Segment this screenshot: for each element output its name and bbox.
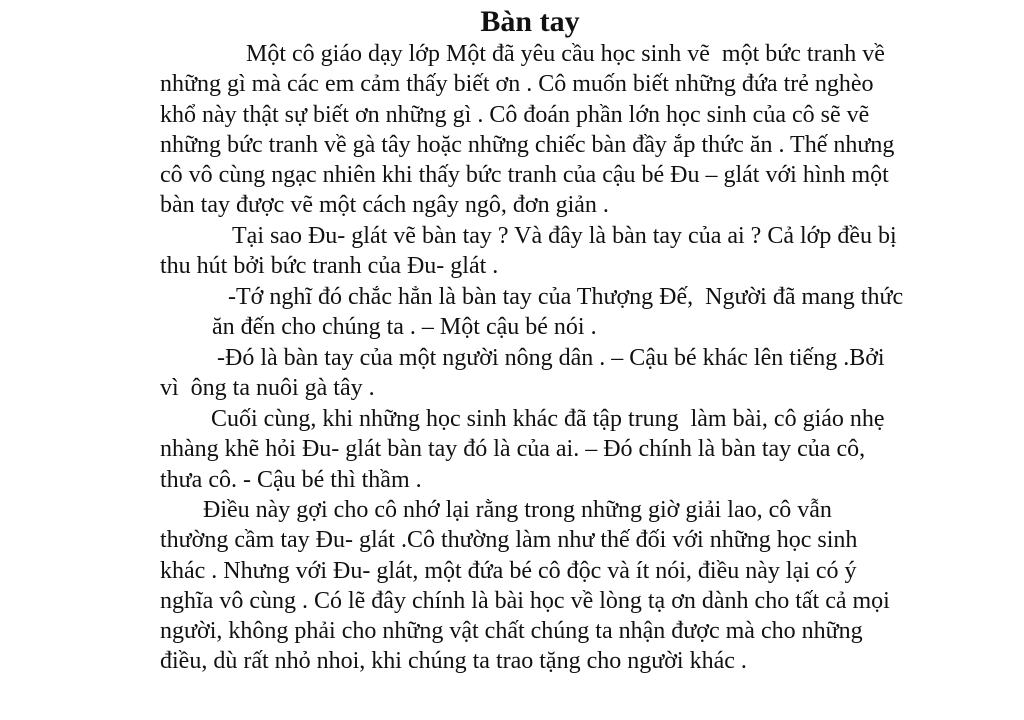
paragraph-3 [212, 282, 903, 343]
paragraph-6 [160, 495, 890, 677]
text-line: -Tớ nghĩ đó chắc hẳn là bàn tay của Thượng Đế, Người đã mang thức [228, 284, 904, 310]
text-line: điều, dù rất nhỏ nhoi, khi chúng ta trao tặng cho người khác . [160, 648, 747, 675]
text-line: Cuối cùng, khi những học sinh khác đã tập trung làm bài, cô giáo nhẹ [211, 406, 885, 432]
text-line: khác . Nhưng với Đu- glát, một đứa bé cô độc và ít nói, điều này lại có ý [160, 557, 857, 584]
text-line: thưa cô. - Cậu bé thì thầm . [160, 466, 422, 493]
text-line: vì ông ta nuôi gà tây . [160, 375, 375, 402]
text-line: ăn đến cho chúng ta . – Một cậu bé nói . [212, 314, 597, 341]
text-line: -Đó là bàn tay của một người nông dân . – Cậu bé khác lên tiếng .Bởi [217, 345, 885, 371]
text-line: những bức tranh về gà tây hoặc những chiếc bàn đầy ắp thức ăn . Thế nhưng [160, 131, 895, 158]
text-line: nhàng khẽ hỏi Đu- glát bàn tay đó là của ai. – Đó chính là bàn tay của cô, [160, 436, 866, 463]
text-line: cô vô cùng ngạc nhiên khi thấy bức tranh của cậu bé Đu – glát với hình một [160, 162, 889, 189]
paragraph-1 [160, 39, 894, 221]
text-line: những gì mà các em cảm thấy biết ơn . Cô muốn biết những đứa trẻ nghèo [160, 71, 874, 98]
text-line: thường cầm tay Đu- glát .Cô thường làm như thế đối với những học sinh [160, 527, 858, 554]
text-line: Tại sao Đu- glát vẽ bàn tay ? Và đây là bàn tay của ai ? Cả lớp đều bị [232, 223, 897, 249]
text-line: nghĩa vô cùng . Có lẽ đây chính là bài học về lòng tạ ơn dành cho tất cả mọi [160, 587, 890, 614]
text-line: người, không phải cho những vật chất chúng ta nhận được mà cho những [160, 618, 863, 645]
text-line: Một cô giáo dạy lớp Một đã yêu cầu học sinh vẽ một bức tranh về [246, 41, 885, 67]
paragraph-5 [160, 404, 885, 495]
text-line: Điều này gợi cho cô nhớ lại rằng trong những giờ giải lao, cô vẫn [203, 497, 832, 523]
text-line: khổ này thật sự biết ơn những gì . Cô đoán phần lớn học sinh của cô sẽ vẽ [160, 101, 870, 128]
text-line: thu hút bởi bức tranh của Đu- glát . [160, 253, 499, 280]
text-line: bàn tay được vẽ một cách ngây ngô, đơn giản . [160, 192, 609, 219]
paragraph-4 [160, 343, 885, 404]
paragraph-2 [160, 221, 897, 282]
document-title: Bàn tay [480, 5, 580, 38]
